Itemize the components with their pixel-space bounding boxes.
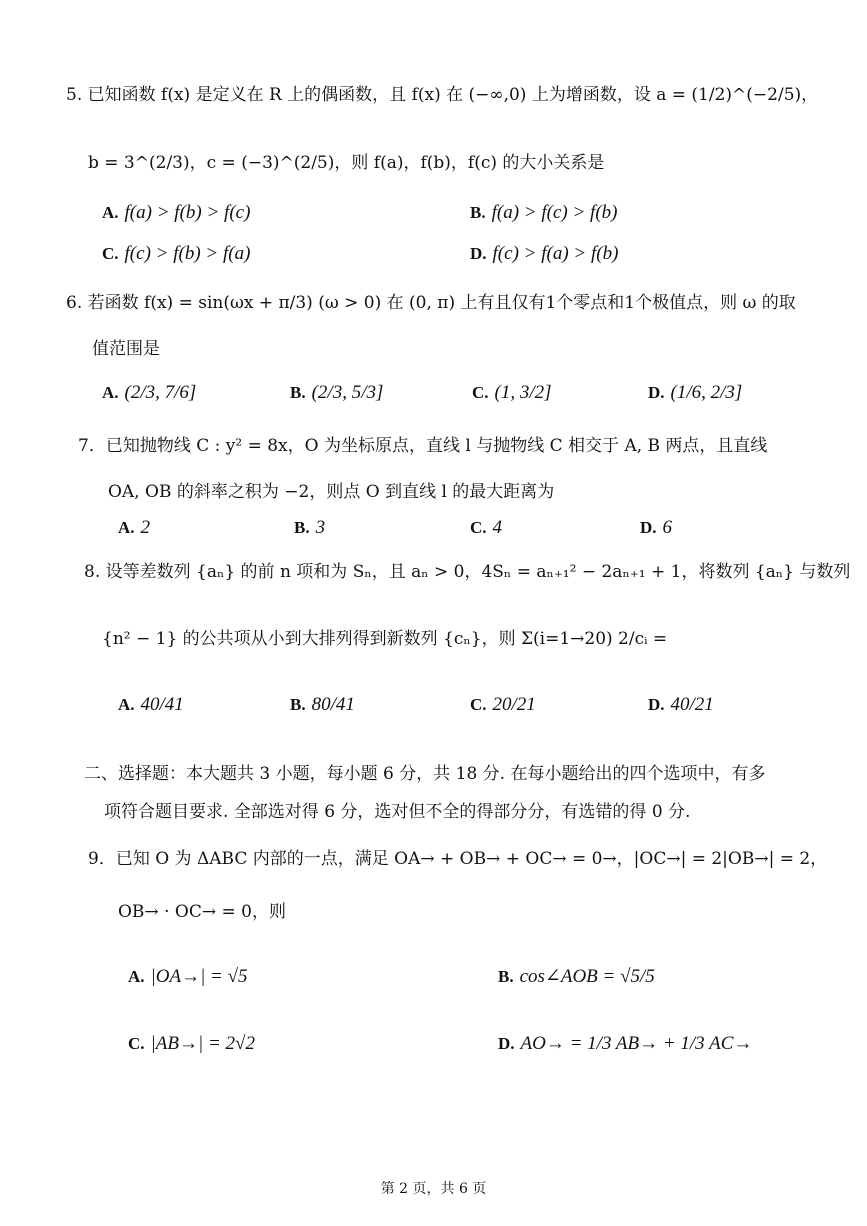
section-2-heading-line2: 项符合题目要求. 全部选对得 6 分，选对但不全的得部分分，有选错的得 0 分. — [104, 802, 691, 822]
q5-stem-line1: 5. 已知函数 f(x) 是定义在 R 上的偶函数，且 f(x) 在 (−∞,0) 上为增函数，设 a = (1/2)^(−2/5)， — [66, 85, 819, 105]
q8-stem-line2: {n² − 1} 的公共项从小到大排列得到新数列 {cₙ}，则 Σ(i=1→20) 2/cᵢ = — [102, 629, 668, 649]
q9-stem-line1: 9．已知 O 为 ΔABC 内部的一点，满足 OA→ + OB→ + OC→ = 0→，|OC→| = 2|OB→| = 2， — [88, 849, 828, 869]
q7-stem-line1: 7．已知抛物线 C : y² = 8x，O 为坐标原点，直线 l 与抛物线 C 相交于 A, B 两点，且直线 — [78, 436, 768, 456]
q6-option-c: C. (1, 3/2] — [472, 382, 552, 403]
q7-option-b: B. 3 — [294, 517, 326, 538]
q8-option-c: C. 20/21 — [470, 694, 536, 715]
q6-stem-line1: 6. 若函数 f(x) = sin(ωx + π/3) (ω > 0) 在 (0, π) 上有且仅有1个零点和1个极值点，则 ω 的取 — [66, 293, 796, 313]
q9-option-b: B. cos∠AOB = √5/5 — [498, 966, 655, 987]
q6-option-d: D. (1/6, 2/3] — [648, 382, 743, 403]
q8-option-d: D. 40/21 — [648, 694, 714, 715]
q7-option-c: C. 4 — [470, 517, 503, 538]
q5-option-d: D. f(c) > f(a) > f(b) — [470, 243, 619, 264]
q6-option-a: A. (2/3, 7/6] — [102, 382, 197, 403]
q8-stem-line1: 8. 设等差数列 {aₙ} 的前 n 项和为 Sₙ，且 aₙ > 0，4Sₙ = aₙ₊₁² − 2aₙ₊₁ + 1，将数列 {aₙ} 与数列 — [84, 562, 851, 582]
q7-option-a: A. 2 — [118, 517, 151, 538]
q5-option-c: C. f(c) > f(b) > f(a) — [102, 243, 251, 264]
q8-option-a: A. 40/41 — [118, 694, 184, 715]
q9-stem-line2: OB→ · OC→ = 0，则 — [118, 902, 286, 922]
q8-option-b: B. 80/41 — [290, 694, 355, 715]
q6-option-b: B. (2/3, 5/3] — [290, 382, 384, 403]
q5-option-a: A. f(a) > f(b) > f(c) — [102, 202, 251, 223]
q9-option-a: A. |OA→| = √5 — [128, 966, 248, 987]
page-footer: 第 2 页，共 6 页 — [380, 1181, 487, 1197]
q7-stem-line2: OA, OB 的斜率之积为 −2，则点 O 到直线 l 的最大距离为 — [108, 482, 555, 502]
q9-option-c: C. |AB→| = 2√2 — [128, 1033, 255, 1054]
q7-option-d: D. 6 — [640, 517, 673, 538]
q5-option-b: B. f(a) > f(c) > f(b) — [470, 202, 618, 223]
q6-stem-line2: 值范围是 — [92, 339, 160, 359]
section-2-heading-line1: 二、选择题：本大题共 3 小题，每小题 6 分，共 18 分. 在每小题给出的四个选项中，有多 — [84, 764, 766, 784]
q5-stem-line2: b = 3^(2/3)，c = (−3)^(2/5)，则 f(a)，f(b)，f(c) 的大小关系是 — [88, 153, 605, 173]
q9-option-d: D. AO→ = 1/3 AB→ + 1/3 AC→ — [498, 1033, 753, 1054]
